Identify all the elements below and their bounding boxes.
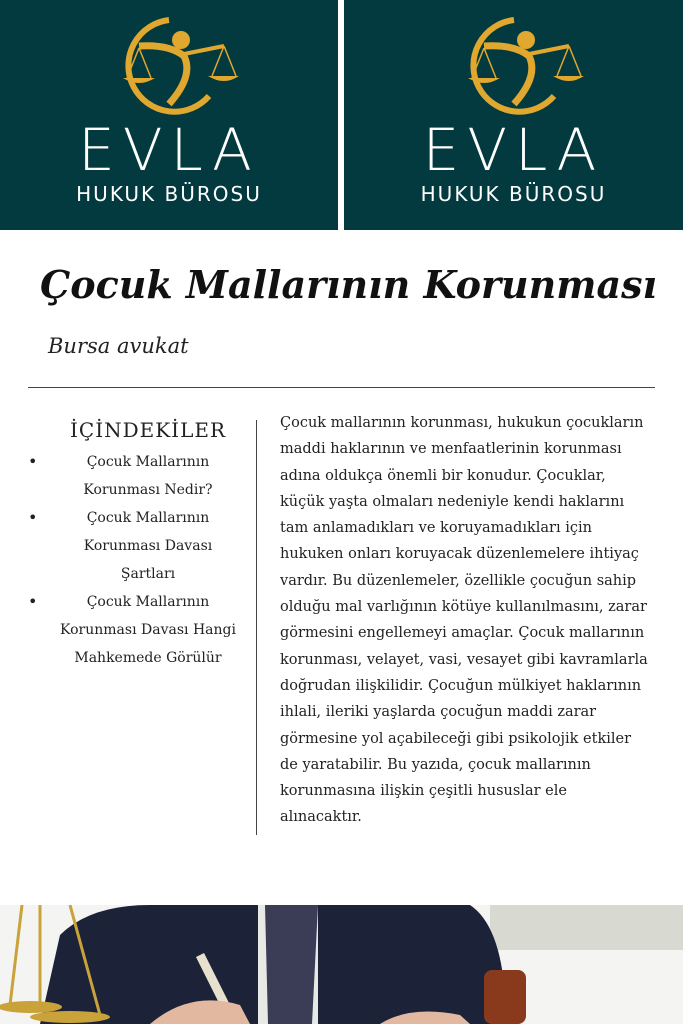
- intro-paragraph: Çocuk mallarının korunması, hukukun çocukların maddi haklarının ve menfaatlerinin korunması adına oldukça önemli bir konudur. Çocuklar, küçük yaşta olmaları nedeniyle kendi haklarını tam anlamadıkları ve koruyamadıkları için hukuken onları koruyacak düzenlemelere ihtiyaç vardır. Bu düzenlemeler, özellikle çocuğun sahip olduğu mal varlığının kötüye kullanılmasını, zarar görmesini engellemeyi amaçlar. Çocuk mallarının korunması, velayet, vasi, vesayet gibi kavramlarla doğrudan ilişkilidir. Çocuğun mülkiyet haklarının ihlali, ileriki yaşlarda çocuğun maddi zarar görmesine yol açabileceği gibi psikolojik etkiler de yaratabilir. Bu yazıda, çocuk mallarının korunmasına ilişkin çeşitli hususlar ele alınacaktır.: [280, 415, 648, 826]
- page-title: Çocuk Mallarının Korunması: [40, 262, 657, 307]
- logo-panel-right: [344, 0, 683, 230]
- toc-heading: İÇİNDEKİLER: [69, 418, 227, 442]
- page-subtitle: Bursa avukat: [48, 334, 189, 358]
- scales-of-justice-logo-icon: [444, 16, 584, 116]
- brand-subtitle: HUKUK BÜROSU: [420, 182, 607, 206]
- lawyer-photo: [0, 905, 683, 1024]
- scales-of-justice-logo-icon: [99, 16, 239, 116]
- divider: [28, 387, 655, 388]
- toc-item[interactable]: • Çocuk Mallarının Korunması Davası Şartları: [28, 504, 238, 588]
- table-of-contents: [28, 418, 238, 672]
- toc-item[interactable]: • Çocuk Mallarının Korunması Nedir?: [28, 448, 238, 504]
- brand-subtitle: HUKUK BÜROSU: [76, 182, 262, 206]
- brand-name: EVLA: [422, 116, 605, 184]
- logo-panel-left: [0, 0, 338, 230]
- toc-item[interactable]: • Çocuk Mallarının Korunması Davası Hangi Mahkemede Görülür: [28, 588, 238, 672]
- brand-name: EVLA: [78, 116, 260, 184]
- column-divider: [256, 420, 257, 835]
